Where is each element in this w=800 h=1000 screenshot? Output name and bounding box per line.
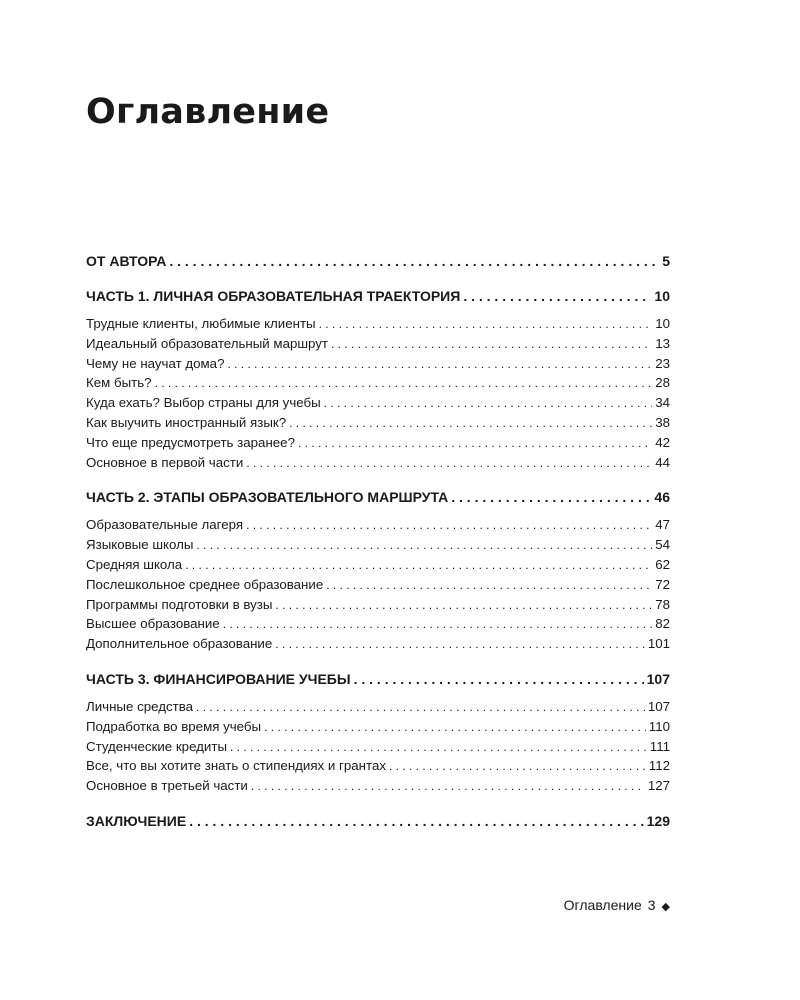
dot-leader — [185, 556, 652, 575]
toc-chapter-title: Личные средства — [86, 697, 193, 717]
toc-chapter-page: 28 — [655, 373, 670, 393]
toc-part-entry[interactable] — [86, 668, 670, 690]
toc-chapter-entry[interactable] — [86, 614, 670, 634]
toc-chapter-entry[interactable] — [86, 453, 670, 473]
toc-chapter-page: 23 — [655, 354, 670, 374]
toc-chapter-title: Все, что вы хотите знать о стипендиях и грантах — [86, 756, 386, 776]
toc-chapter-entry[interactable] — [86, 756, 670, 776]
diamond-icon: ◆ — [661, 901, 670, 913]
toc-chapter-page: 78 — [655, 595, 670, 615]
toc-chapter-entry[interactable] — [86, 634, 670, 654]
toc-chapter-entry[interactable] — [86, 697, 670, 717]
dot-leader — [251, 777, 645, 796]
dot-leader — [319, 315, 653, 334]
toc-chapter-page: 38 — [655, 413, 670, 433]
toc-chapter-title: Основное в третьей части — [86, 776, 248, 796]
dot-leader — [331, 335, 652, 354]
toc-chapter-title: Программы подготовки в вузы — [86, 595, 272, 615]
dot-leader — [326, 576, 652, 595]
toc-chapter-entry[interactable] — [86, 314, 670, 334]
toc-part-title: ЗАКЛЮЧЕНИЕ — [86, 810, 186, 832]
dot-leader — [324, 394, 653, 413]
dot-leader — [354, 668, 644, 690]
toc-chapter-entry[interactable] — [86, 515, 670, 535]
dot-leader — [289, 414, 652, 433]
toc-part-entry[interactable] — [86, 285, 670, 307]
toc-chapter-title: Идеальный образовательный маршрут — [86, 334, 328, 354]
toc-chapter-entry[interactable] — [86, 373, 670, 393]
toc-part-title: ЧАСТЬ 3. ФИНАНСИРОВАНИЕ УЧЕБЫ — [86, 668, 351, 690]
toc-chapter-list — [86, 515, 670, 654]
toc-chapter-page: 10 — [655, 314, 670, 334]
dot-leader — [223, 615, 653, 634]
toc-chapter-page: 54 — [655, 535, 670, 555]
toc-chapter-page: 44 — [655, 453, 670, 473]
toc-chapter-entry[interactable] — [86, 413, 670, 433]
dot-leader — [155, 374, 653, 393]
toc-chapter-page: 112 — [649, 756, 670, 776]
toc-chapter-entry[interactable] — [86, 535, 670, 555]
toc-chapter-title: Студенческие кредиты — [86, 737, 227, 757]
toc-chapter-page: 62 — [655, 555, 670, 575]
toc-chapter-page: 34 — [655, 393, 670, 413]
toc-chapter-title: Чему не научат дома? — [86, 354, 224, 374]
toc-chapter-title: Высшее образование — [86, 614, 220, 634]
dot-leader — [189, 810, 643, 832]
dot-leader — [463, 285, 651, 307]
toc-chapter-page: 42 — [655, 433, 670, 453]
toc-part-title: ОТ АВТОРА — [86, 250, 166, 272]
toc-chapter-page: 47 — [655, 515, 670, 535]
toc-part-page: 46 — [654, 486, 670, 508]
toc-chapter-title: Дополнительное образование — [86, 634, 272, 654]
toc-chapter-page: 127 — [648, 776, 670, 796]
dot-leader — [389, 757, 646, 776]
toc-section-conclusion — [86, 810, 670, 832]
toc-chapter-list — [86, 314, 670, 472]
dot-leader — [196, 698, 645, 717]
toc-chapter-entry[interactable] — [86, 393, 670, 413]
toc-chapter-page: 110 — [649, 717, 670, 737]
toc-chapter-title: Основное в первой части — [86, 453, 243, 473]
toc-part-entry[interactable] — [86, 486, 670, 508]
dot-leader — [169, 250, 659, 272]
toc-chapter-entry[interactable] — [86, 354, 670, 374]
toc-chapter-list — [86, 697, 670, 796]
toc-chapter-title: Послешкольное среднее образование — [86, 575, 323, 595]
toc-chapter-page: 101 — [648, 634, 670, 654]
dot-leader — [275, 635, 645, 654]
footer-page-number: 3 — [647, 897, 656, 913]
toc-chapter-entry[interactable] — [86, 433, 670, 453]
toc-chapter-page: 111 — [650, 737, 670, 757]
toc-part-page: 129 — [647, 810, 670, 832]
toc-chapter-entry[interactable] — [86, 737, 670, 757]
toc-chapter-entry[interactable] — [86, 595, 670, 615]
toc-section-author — [86, 250, 670, 272]
toc-chapter-page: 13 — [655, 334, 670, 354]
table-of-contents — [86, 250, 670, 832]
toc-chapter-entry[interactable] — [86, 555, 670, 575]
toc-chapter-title: Средняя школа — [86, 555, 182, 575]
toc-part-page: 5 — [662, 250, 670, 272]
toc-part-page: 107 — [647, 668, 670, 690]
footer-label: Оглавление — [563, 897, 642, 913]
toc-chapter-title: Кем быть? — [86, 373, 152, 393]
toc-section-part-2 — [86, 486, 670, 654]
toc-chapter-title: Подработка во время учебы — [86, 717, 261, 737]
page-footer — [564, 897, 670, 913]
toc-chapter-page: 82 — [655, 614, 670, 634]
toc-chapter-title: Языковые школы — [86, 535, 193, 555]
toc-part-entry[interactable] — [86, 250, 670, 272]
toc-section-part-1 — [86, 285, 670, 472]
toc-chapter-page: 107 — [648, 697, 670, 717]
toc-section-part-3 — [86, 668, 670, 796]
toc-part-title: ЧАСТЬ 1. ЛИЧНАЯ ОБРАЗОВАТЕЛЬНАЯ ТРАЕКТОРИЯ — [86, 285, 460, 307]
toc-chapter-title: Как выучить иностранный язык? — [86, 413, 286, 433]
toc-chapter-entry[interactable] — [86, 334, 670, 354]
dot-leader — [246, 454, 652, 473]
toc-chapter-entry[interactable] — [86, 717, 670, 737]
dot-leader — [227, 355, 652, 374]
page-title: Оглавление — [86, 92, 330, 132]
dot-leader — [230, 738, 647, 757]
dot-leader — [451, 486, 651, 508]
toc-chapter-title: Трудные клиенты, любимые клиенты — [86, 314, 316, 334]
toc-chapter-title: Что еще предусмотреть заранее? — [86, 433, 295, 453]
toc-chapter-entry[interactable] — [86, 776, 670, 796]
dot-leader — [196, 536, 652, 555]
toc-chapter-page: 72 — [655, 575, 670, 595]
toc-part-page: 10 — [654, 285, 670, 307]
dot-leader — [264, 718, 646, 737]
toc-part-entry[interactable] — [86, 810, 670, 832]
dot-leader — [275, 596, 652, 615]
toc-chapter-title: Куда ехать? Выбор страны для учебы — [86, 393, 321, 413]
dot-leader — [246, 516, 652, 535]
toc-part-title: ЧАСТЬ 2. ЭТАПЫ ОБРАЗОВАТЕЛЬНОГО МАРШРУТА — [86, 486, 448, 508]
toc-chapter-title: Образовательные лагеря — [86, 515, 243, 535]
dot-leader — [298, 434, 652, 453]
toc-chapter-entry[interactable] — [86, 575, 670, 595]
